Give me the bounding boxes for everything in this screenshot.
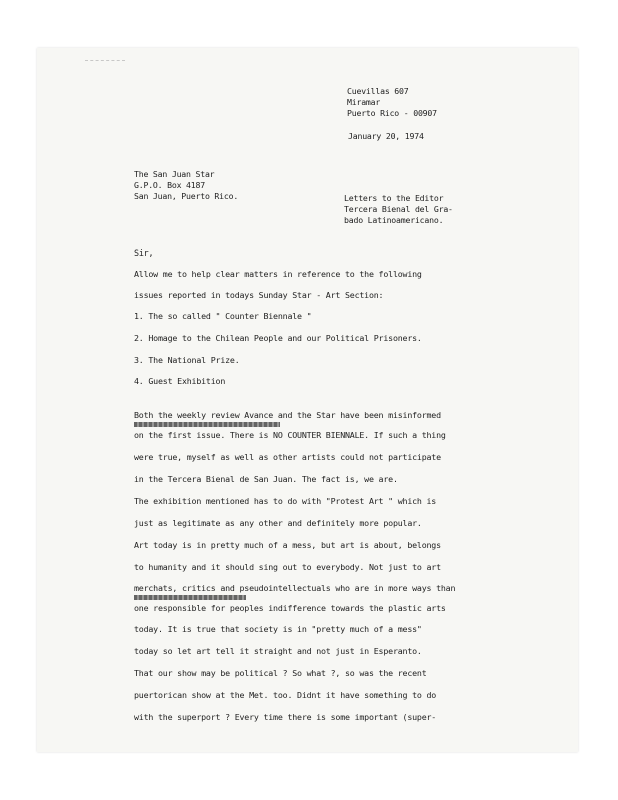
recipient-line-1: The San Juan Star — [134, 169, 215, 179]
sender-address-line-2: Miramar — [347, 97, 381, 107]
issue-item-4: 4. Guest Exhibition — [134, 376, 226, 386]
letter-date: January 20, 1974 — [348, 131, 424, 141]
sender-address-line-1: Cuevillas 607 — [347, 86, 409, 96]
body-line-7: Art today is in pretty much of a mess, but art is about, belongs — [134, 540, 441, 550]
body-line-10: one responsible for peoples indifference towards the plastic arts — [134, 603, 446, 613]
body-line-8: to humanity and it should sing out to everybody. Not just to art — [134, 562, 441, 572]
struck-out-text — [134, 422, 280, 427]
body-line-6: just as legitimate as any other and definitely more popular. — [134, 518, 422, 528]
recipient-line-3: San Juan, Puerto Rico. — [134, 191, 239, 201]
body-line-9: merchats, critics and pseudointellectuals who are in more ways than — [134, 583, 456, 593]
issue-item-1: 1. The so called " Counter Biennale " — [134, 311, 312, 321]
body-line-4: in the Tercera Bienal de San Juan. The fact is, we are. — [134, 474, 398, 484]
issue-item-2: 2. Homage to the Chilean People and our Political Prisoners. — [134, 333, 422, 343]
body-line-2: on the first issue. There is NO COUNTER BIENNALE. If such a thing — [134, 430, 446, 440]
struck-out-text — [134, 595, 246, 600]
subject-line-2: Tercera Bienal del Gra- — [344, 204, 453, 214]
subject-line-1: Letters to the Editor — [344, 193, 444, 203]
body-line-3: were true, myself as well as other artists could not participate — [134, 452, 441, 462]
body-line-1: Both the weekly review Avance and the Star have been misinformed — [134, 410, 441, 420]
subject-line-3: bado Latinoamericano. — [344, 215, 444, 225]
body-line-14: puertorican show at the Met. too. Didnt it have something to do — [134, 690, 437, 700]
intro-line-1: Allow me to help clear matters in reference to the following — [134, 269, 422, 279]
recipient-line-2: G.P.O. Box 4187 — [134, 180, 205, 190]
paper-smudge — [85, 54, 125, 61]
body-line-15: with the superport ? Every time there is some important (super- — [134, 712, 437, 722]
body-line-11: today. It is true that society is in "pretty much of a mess" — [134, 624, 422, 634]
intro-line-2: issues reported in todays Sunday Star - Art Section: — [134, 290, 384, 300]
body-line-12: today so let art tell it straight and not just in Esperanto. — [134, 646, 422, 656]
body-line-13: That our show may be political ? So what ?, so was the recent — [134, 668, 427, 678]
sender-address-line-3: Puerto Rico - 00907 — [347, 108, 437, 118]
issue-item-3: 3. The National Prize. — [134, 355, 240, 365]
body-line-5: The exhibition mentioned has to do with "Protest Art " which is — [134, 496, 437, 506]
salutation: Sir, — [134, 248, 154, 258]
